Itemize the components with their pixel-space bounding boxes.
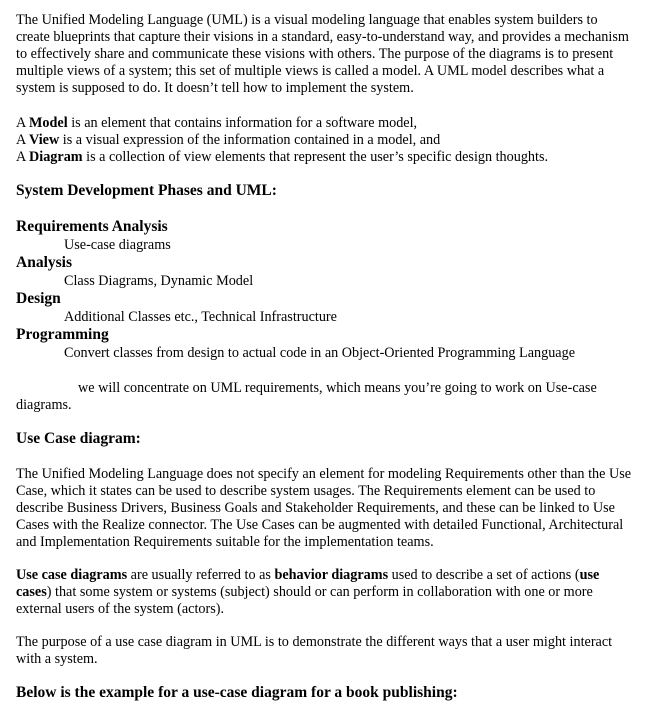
definition-term: Diagram: [29, 149, 83, 165]
definition-view: [16, 132, 632, 149]
example-heading: Below is the example for a use-case diagram for a book publishing:: [16, 684, 458, 701]
phase-name: Design: [16, 290, 61, 307]
phase-detail: Use-case diagrams: [64, 237, 171, 253]
bold-term: Use case diagrams: [16, 567, 128, 583]
definition-text: is a visual expression of the information contained in a model, and: [59, 132, 441, 148]
definition-term: View: [29, 132, 60, 148]
text-run: used to describe a set of actions (: [388, 567, 580, 583]
concentrate-note-line1: we will concentrate on UML requirements, which means you’re going to work on Use-case: [78, 380, 597, 396]
bold-term: use cases: [16, 567, 600, 600]
text-run: ) that some system or systems (subject) should or can perform in collaboration with one or more external users of the system (actors).: [16, 584, 593, 617]
definition-prefix: A: [16, 115, 30, 131]
use-case-heading: Use Case diagram:: [16, 430, 141, 447]
bold-term: behavior diagrams: [274, 567, 389, 583]
definition-prefix: A: [16, 132, 30, 148]
phase-detail: Class Diagrams, Dynamic Model: [64, 273, 254, 289]
phases-list: [16, 218, 632, 362]
concentrate-note: [16, 380, 632, 414]
phase-name: Programming: [16, 326, 109, 343]
definition-model: [16, 115, 632, 132]
definition-text: is a collection of view elements that represent the user’s specific design thoughts.: [82, 149, 549, 165]
definition-term: Model: [29, 115, 68, 131]
text-run: are usually referred to as: [127, 567, 275, 583]
intro-paragraph: The Unified Modeling Language (UML) is a visual modeling language that enables system builders to create blueprints that capture their visions in a standard, easy-to-understand way, and provides a mechanism to effectively share and communicate these visions with others. The purpose of the diagrams is to present multiple views of a system; this set of multiple views is called a model. A UML model describes what a system is supposed to do. It doesn’t tell how to implement the system.: [16, 12, 629, 96]
use-case-paragraph-2: [16, 567, 632, 618]
definitions-block: [16, 115, 632, 166]
definition-text: is an element that contains information for a software model,: [67, 115, 418, 131]
definition-diagram: [16, 149, 632, 166]
phase-name: Requirements Analysis: [16, 218, 168, 235]
phases-heading: System Development Phases and UML:: [16, 182, 277, 199]
concentrate-note-line2: diagrams.: [16, 397, 72, 413]
phase-name: Analysis: [16, 254, 72, 271]
definition-prefix: A: [16, 149, 30, 165]
use-case-paragraph-3: The purpose of a use case diagram in UML is to demonstrate the different ways that a user might interact with a system.: [16, 634, 613, 667]
use-case-paragraph-1: The Unified Modeling Language does not specify an element for modeling Requirements other than the Use Case, which it states can be used to describe system usages. The Requirements element can be used to describe Business Drivers, Business Goals and Stakeholder Requirements, and these can be linked to Use Cases with the Realize connector. The Use Cases can be augmented with detailed Functional, Architectural and Implementation Requirements suitable for the implementation teams.: [16, 466, 632, 550]
phase-detail: Convert classes from design to actual code in an Object-Oriented Programming Language: [64, 345, 575, 361]
phase-detail: Additional Classes etc., Technical Infrastructure: [64, 309, 337, 325]
